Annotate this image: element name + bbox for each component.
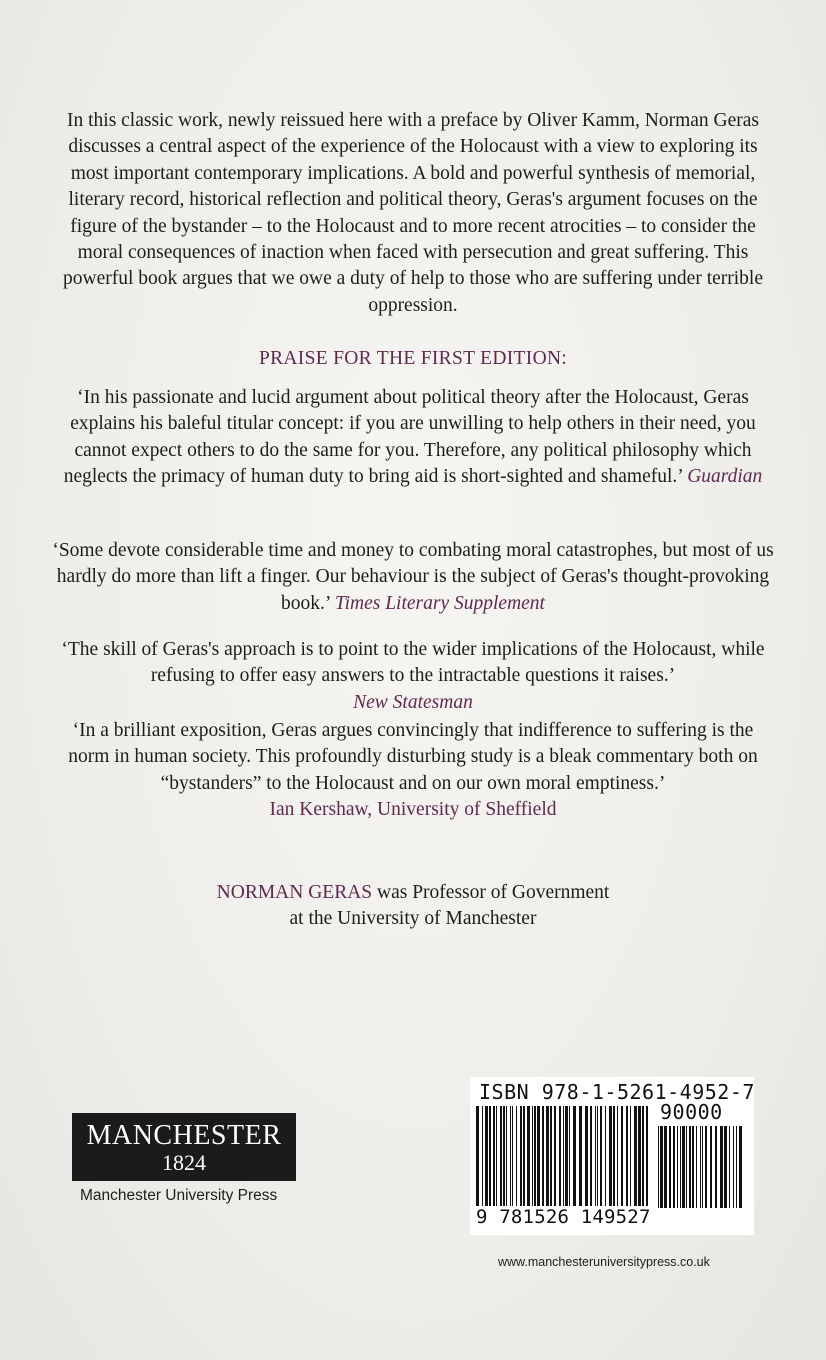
quote-text: ‘Some devote considerable time and money to combating moral catastrophes, but most of us hardly do more than lift a finger. Our behaviour is the subject of Geras's thought-provoking book.’	[52, 540, 774, 614]
barcode-bar	[700, 1126, 701, 1208]
barcode-bar	[660, 1126, 663, 1208]
barcode-bar	[617, 1106, 618, 1206]
barcode-bar	[720, 1126, 723, 1208]
barcode-bar	[739, 1126, 742, 1208]
review-quote	[52, 538, 774, 617]
barcode-bar	[669, 1126, 671, 1208]
barcode-bar	[710, 1126, 712, 1208]
barcode-bar	[630, 1106, 631, 1206]
quote-text: ‘The skill of Geras's approach is to point to the wider implications of the Holocaust, while refusing to offer easy answers to the intractable questions it raises.’	[61, 639, 765, 687]
quote-source: Guardian	[687, 466, 763, 488]
barcode-bar	[510, 1106, 511, 1206]
barcode-bar	[677, 1126, 678, 1208]
author-bio-line1: was Professor of Government	[372, 882, 610, 903]
publisher-logo	[72, 1113, 296, 1181]
quote-source: New Statesman	[353, 691, 473, 713]
barcode-bar	[523, 1106, 525, 1206]
logo-wordmark: MANCHESTER	[86, 1120, 282, 1151]
barcode-bar	[585, 1106, 588, 1206]
barcode-bar	[554, 1106, 556, 1206]
barcode-bar	[565, 1106, 568, 1206]
barcode-main	[476, 1106, 648, 1206]
barcode-bar	[638, 1106, 641, 1206]
barcode-bar	[736, 1126, 737, 1208]
barcode-bar	[573, 1106, 576, 1206]
quote-text: ‘In a brilliant exposition, Geras argues convincingly that indifference to suffering is the norm in human society. This profoundly disturbing study is a bleak commentary both on “bystanders” to the Holocaust and on our own moral emptiness.’	[68, 720, 758, 794]
barcode-bar	[595, 1106, 596, 1206]
blurb-paragraph: In this classic work, newly reissued here with a preface by Oliver Kamm, Norman Geras discusses a central aspect of the experience of the Holocaust with a view to exploring its most important contemporary implications. A bold and powerful synthesis of memorial, literary record, historical reflection and political theory, Geras's argument focuses on the figure of the bystander – to the Holocaust and to more recent atrocities – to consider the moral consequences of inaction when faced with persecution and great suffering. This powerful book argues that we owe a duty of help to those who are suffering under terrible oppression.	[63, 110, 763, 316]
barcode-bar	[609, 1106, 612, 1206]
author-name: NORMAN GERAS	[216, 882, 373, 903]
barcode-bar	[724, 1126, 727, 1208]
barcode-bar	[476, 1106, 479, 1206]
barcode-bar	[563, 1106, 564, 1206]
price-addon-label: 90000	[660, 1100, 723, 1124]
review-quote	[52, 385, 774, 491]
barcode-bar	[550, 1106, 552, 1206]
barcode-bar	[702, 1126, 703, 1208]
barcode-bar	[689, 1126, 691, 1208]
barcode-addon	[658, 1126, 744, 1208]
praise-heading: PRAISE FOR THE FIRST EDITION:	[258, 348, 568, 369]
quote-source: Ian Kershaw, University of Sheffield	[269, 799, 557, 821]
publisher-url: www.manchesteruniversitypress.co.uk	[498, 1255, 710, 1269]
barcode-bar	[696, 1126, 697, 1208]
barcode-bar	[682, 1126, 685, 1208]
barcode-bar	[503, 1106, 505, 1206]
barcode-bar	[733, 1126, 734, 1208]
quote-text: ‘In his passionate and lucid argument about political theory after the Holocaust, Geras explains his baleful titular concept: if you are unwilling to help others in their need, you cannot expect others to do the same for you. Therefore, any political philosophy which neglects the primacy of human duty to bring aid is short-sighted and shameful.’	[63, 387, 756, 488]
barcode-bar	[605, 1106, 606, 1206]
barcode-bar	[680, 1126, 681, 1208]
review-quote	[52, 718, 774, 824]
barcode-bar	[516, 1106, 517, 1206]
barcode-bar	[634, 1106, 637, 1206]
barcode-bar	[500, 1106, 502, 1206]
barcode-bar	[537, 1106, 540, 1206]
barcode-bar	[597, 1106, 598, 1206]
barcode-bar	[579, 1106, 582, 1206]
barcode-bar	[506, 1106, 507, 1206]
barcode-bar	[542, 1106, 544, 1206]
barcode-bar	[642, 1106, 644, 1206]
author-bio	[52, 880, 774, 933]
barcode-bar	[512, 1106, 513, 1206]
barcode-bar	[613, 1106, 615, 1206]
barcode-bar	[520, 1106, 522, 1206]
barcode-bar	[534, 1106, 536, 1206]
quote-source: Times Literary Supplement	[334, 592, 545, 614]
author-bio-line2: at the University of Manchester	[289, 908, 537, 930]
isbn-label: ISBN 978-1-5261-4952-7	[479, 1080, 755, 1104]
barcode-bar	[496, 1106, 497, 1206]
barcode-bar	[546, 1106, 549, 1206]
barcode-bar	[590, 1106, 592, 1206]
barcode-bar	[664, 1126, 667, 1208]
barcode-bar	[626, 1106, 628, 1206]
publisher-name: Manchester University Press	[80, 1187, 278, 1204]
barcode-bar	[493, 1106, 495, 1206]
barcode-bar	[532, 1106, 533, 1206]
barcode-bar	[673, 1126, 675, 1208]
barcode-bar	[489, 1106, 491, 1206]
barcode-bar	[729, 1126, 730, 1208]
barcode-bar	[621, 1106, 623, 1206]
barcode-bar	[559, 1106, 561, 1206]
barcode-bar	[715, 1126, 717, 1208]
barcode-bar	[658, 1126, 659, 1208]
barcode-bar	[686, 1126, 687, 1208]
barcode-bar	[692, 1126, 694, 1208]
barcode-bar	[705, 1126, 707, 1208]
review-quote	[52, 637, 774, 716]
barcode-bar	[600, 1106, 602, 1206]
barcode-bar	[485, 1106, 488, 1206]
barcode-bar	[569, 1106, 570, 1206]
barcode-bar	[646, 1106, 648, 1206]
barcode-bar	[527, 1106, 530, 1206]
barcode-digits: 9 781526 149527	[476, 1206, 651, 1228]
barcode-bar	[482, 1106, 483, 1206]
logo-year: 1824	[162, 1150, 206, 1175]
